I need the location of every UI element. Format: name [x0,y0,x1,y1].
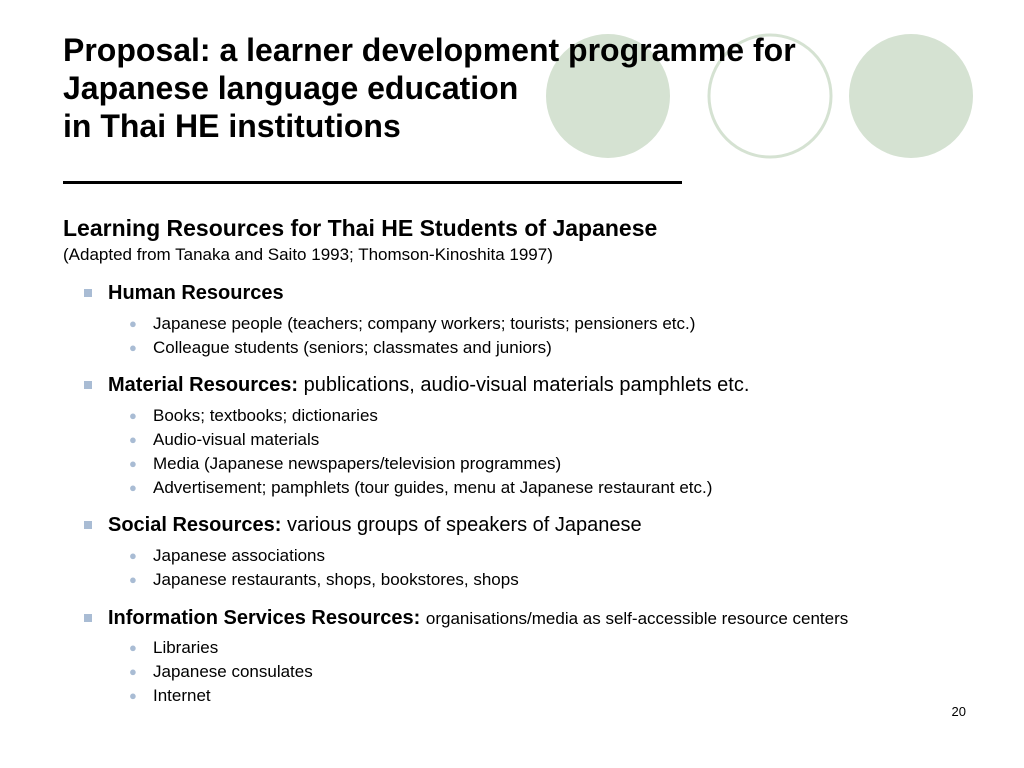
dot-bullet-icon: ● [129,688,137,703]
square-bullet-icon [84,521,92,529]
list-item: Internet [153,686,211,705]
square-bullet-icon [84,381,92,389]
slide-title [63,31,963,145]
dot-bullet-icon: ● [129,340,137,355]
section-heading-information-services-resources [108,605,848,632]
list-item: Japanese associations [153,546,326,565]
dot-bullet-icon: ● [129,572,137,587]
section-heading-material-resources [108,372,749,398]
list-item: Books; textbooks; dictionaries [153,406,378,425]
section-description: organisations/media as self-accessible resource centers [425,609,849,628]
square-bullet-icon [84,614,92,622]
dot-bullet-icon: ● [129,408,137,423]
page-number: 20 [951,704,966,719]
section-description: various groups of speakers of Japanese [286,514,642,536]
square-bullet-icon [84,289,92,297]
dot-bullet-icon: ● [129,432,137,447]
title-underline [63,181,682,184]
dot-bullet-icon: ● [129,480,137,495]
section-heading-human-resources [108,280,284,306]
section-heading-label: Human Resources [108,282,284,304]
section-heading-label: Social Resources: [108,514,282,536]
dot-bullet-icon: ● [129,640,137,655]
list-item: Media (Japanese newspapers/television programmes) [153,454,562,473]
list-item: Japanese restaurants, shops, bookstores, shops [153,570,519,589]
section-heading-label: Material Resources: [108,374,299,396]
dot-bullet-icon: ● [129,548,137,563]
title-line: in Thai HE institutions [63,108,401,144]
section-heading-label: Information Services Resources: [108,607,421,629]
source-note: (Adapted from Tanaka and Saito 1993; Thomson-Kinoshita 1997) [63,245,553,264]
section-heading-social-resources [108,512,642,538]
list-item: Libraries [153,638,219,657]
title-line: Proposal: a learner development programme for [63,32,796,68]
list-item: Audio-visual materials [153,430,320,449]
section-description: publications, audio-visual materials pamphlets etc. [303,374,750,396]
dot-bullet-icon: ● [129,664,137,679]
dot-bullet-icon: ● [129,316,137,331]
list-item: Advertisement; pamphlets (tour guides, menu at Japanese restaurant etc.) [153,478,713,497]
list-item: Colleague students (seniors; classmates and juniors) [153,338,552,357]
list-item: Japanese people (teachers; company workers; tourists; pensioners etc.) [153,314,696,333]
dot-bullet-icon: ● [129,456,137,471]
title-line: Japanese language education [63,70,519,106]
slide-subtitle: Learning Resources for Thai HE Students of Japanese [63,215,658,241]
list-item: Japanese consulates [153,662,313,681]
